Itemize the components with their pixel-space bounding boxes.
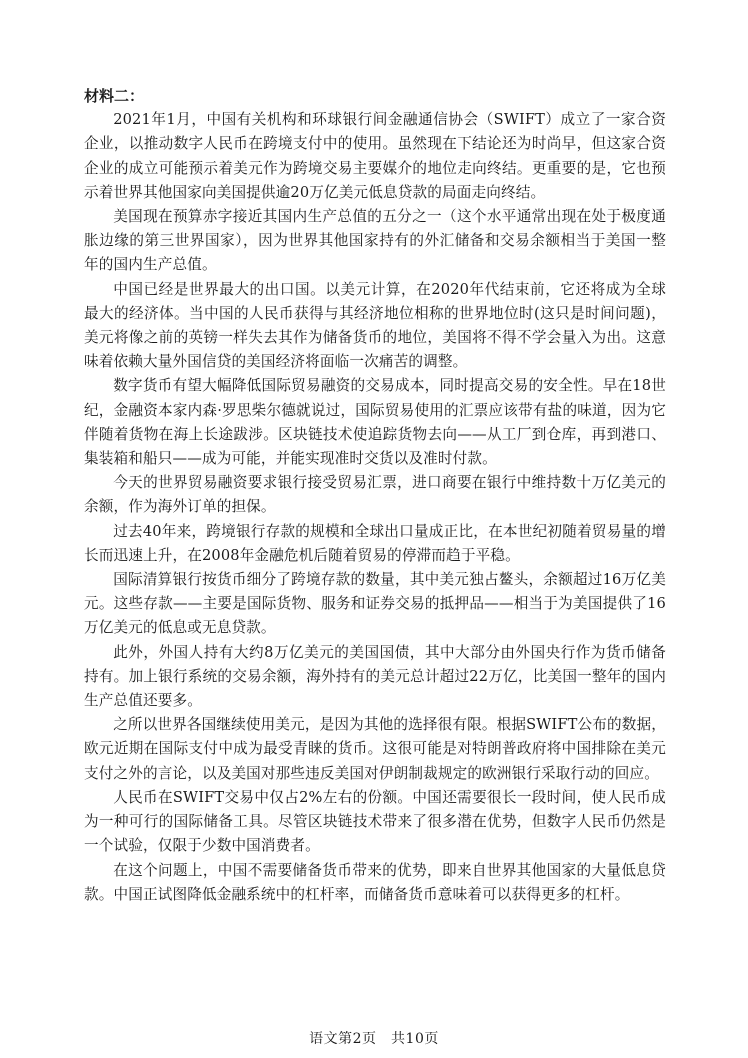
paragraph: 数字货币有望大幅降低国际贸易融资的交易成本，同时提高交易的安全性。早在18世纪，金融资本家内森·罗思柴尔德就说过，国际贸易使用的汇票应该带有盐的味道，因为它伴随着货物在海上长途跋涉。区块链技术使追踪货物去向——从工厂到仓库，再到港口、集装箱和船只——成为可能，并能实现准时交货以及准时付款。 <box>84 377 666 468</box>
article-body <box>84 84 666 907</box>
paragraph: 之所以世界各国继续使用美元，是因为其他的选择很有限。根据SWIFT公布的数据，欧元近期在国际支付中成为最受青睐的货币。这很可能是对特朗普政府将中国排除在美元支付之外的言论，以及美国对那些违反美国对伊朗制裁规定的欧洲银行采取行动的回应。 <box>84 716 666 782</box>
paragraph: 美国现在预算赤字接近其国内生产总值的五分之一（这个水平通常出现在处于极度通胀边缘的第三世界国家），因为世界其他国家持有的外汇储备和交易余额相当于美国一整年的国内生产总值。 <box>84 208 666 274</box>
section-title: 材料二： <box>84 87 145 105</box>
paragraph: 中国已经是世界最大的出口国。以美元计算，在2020年代结束前，它还将成为全球最大的经济体。当中国的人民币获得与其经济地位相称的世界地位时(这只是时间问题)，美元将像之前的英镑一样失去其作为储备货币的地位，美国将不得不学会量入为出。这意味着依赖大量外国信贷的美国经济将面临一次痛苦的调整。 <box>84 280 666 371</box>
paragraph: 国际清算银行按货币细分了跨境存款的数量，其中美元独占鳌头，余额超过16万亿美元。这些存款——主要是国际货物、服务和证券交易的抵押品——相当于为美国提供了16万亿美元的低息或无息贷款。 <box>84 571 666 637</box>
paragraph: 在这个问题上，中国不需要储备货币带来的优势，即来自世界其他国家的大量低息贷款。中国正试图降低金融系统中的杠杆率，而储备货币意味着可以获得更多的杠杆。 <box>84 861 666 903</box>
page-footer: 语文第2页 共10页 <box>309 1031 439 1047</box>
paragraph: 2021年1月，中国有关机构和环球银行间金融通信协会（SWIFT）成立了一家合资企业，以推动数字人民币在跨境支付中的使用。虽然现在下结论还为时尚早，但这家合资企业的成立可能预示着美元作为跨境交易主要媒介的地位走向终结。更重要的是，它也预示着世界其他国家向美国提供逾20万亿美元低息贷款的局面走向终结。 <box>84 111 666 201</box>
paragraph: 过去40年来，跨境银行存款的规模和全球出口量成正比，在本世纪初随着贸易量的增长而迅速上升，在2008年金融危机后随着贸易的停滞而趋于平稳。 <box>84 522 666 564</box>
paragraph: 今天的世界贸易融资要求银行接受贸易汇票，进口商要在银行中维持数十万亿美元的余额，作为海外订单的担保。 <box>84 474 666 516</box>
paragraph: 此外，外国人持有大约8万亿美元的美国国债，其中大部分由外国央行作为货币储备持有。加上银行系统的交易余额，海外持有的美元总计超过22万亿，比美国一整年的国内生产总值还要多。 <box>84 643 666 710</box>
paragraph: 人民币在SWIFT交易中仅占2%左右的份额。中国还需要很长一段时间，使人民币成为一种可行的国际储备工具。尽管区块链技术带来了很多潜在优势，但数字人民币仍然是一个试验，仅限于少数中国消费者。 <box>84 788 666 855</box>
